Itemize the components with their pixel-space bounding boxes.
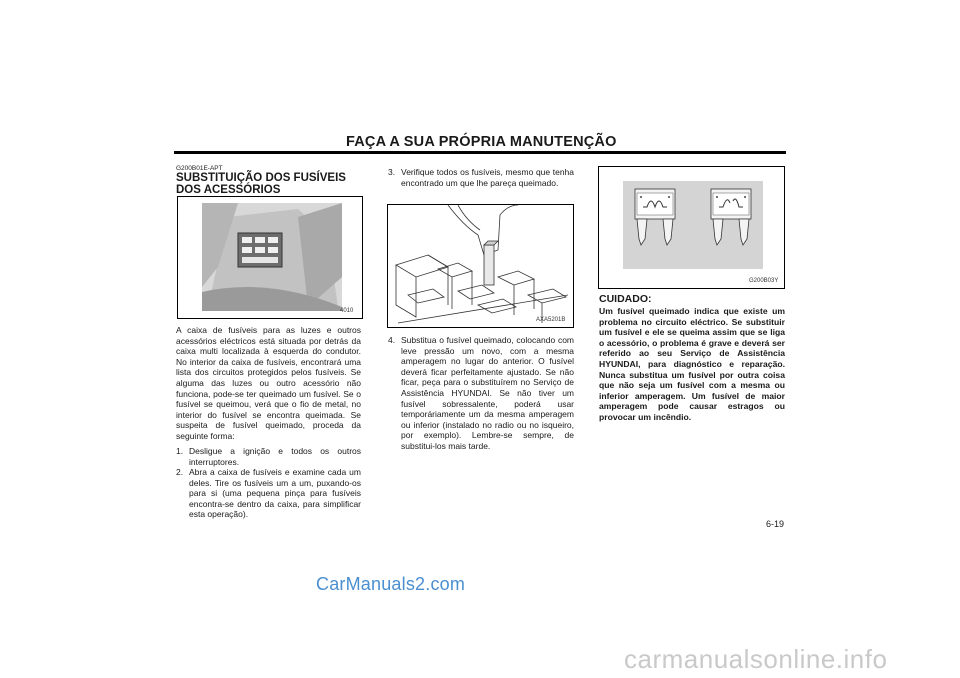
section-code: G200B01E-APT (176, 165, 223, 172)
figure-label: G200B03Y (749, 278, 779, 284)
section-heading: SUBSTITUIÇÃO DOS FUSÍVEIS DOS ACESSÓRIOS (176, 172, 346, 196)
caution-heading: CUIDADO: (599, 293, 652, 305)
step-text: Abra a caixa de fusíveis e examine cada um deles. Tire os fusíveis um a um, puxando-os para si (uma pequena pinça para fusíveis encontra-se dentro da caixa, para simplificar esta operação). (189, 467, 361, 520)
site-footer-watermark: carmanualsonline.info (624, 644, 888, 674)
page-title: FAÇA A SUA PRÓPRIA MANUTENÇÃO (346, 134, 617, 150)
header-rule (174, 151, 786, 154)
fuse-puller-figure (387, 204, 574, 328)
list-item (176, 446, 361, 467)
step-number: 1. (176, 446, 184, 456)
list-item (388, 167, 574, 188)
step-text: Substitua o fusível queimado, colocando com leve pressão um novo, com a mesma amperagem no lugar do anterior. O fusível deverá ficar perfeitamente ajustado. Se não ficar, peça para o substituírem no Serviço de Assistência HYUNDAI. Se não tiver um fusível sobressalente, poderá usar temporáriamente um da mesma amperagem ou inferior (instalado no radio ou no isqueiro, por exemplo). Lembre-se sempre, de substitui-los mais tarde. (401, 335, 574, 451)
figure-label: AXA5201B (536, 317, 566, 323)
step-text: Desligue a ignição e todos os outros interruptores. (189, 446, 361, 467)
page-number: 6-19 (766, 519, 785, 529)
step-number: 3. (388, 167, 396, 177)
list-item (388, 335, 574, 452)
step-number: 2. (176, 467, 184, 477)
fuse-box-location-figure (177, 196, 363, 319)
list-item (176, 467, 361, 520)
figure-label: 4010 (340, 308, 354, 314)
step-number: 4. (388, 335, 396, 345)
intro-paragraph: A caixa de fusíveis para as luzes e outros acessórios eléctricos está situada por detrás da caixa multi localizada à esquerda do condutor. No interior da caixa de fusíveis, encontrará uma lista dos circuitos protegidos pelos fusíveis. Se alguma das luzes ou outro acessório não funciona, pode-se ter queimado um fusível. Se o fusível se queimou, verá que o fio de metal, no interior do fusível se encontra queimada. Se suspeita de fusível queimado, proceda da seguinte forma: (176, 325, 361, 441)
fuse-comparison-figure (598, 166, 785, 289)
step-text: Verifique todos os fusíveis, mesmo que tenha encontrado um que lhe pareça queimado. (401, 167, 574, 188)
caution-text: Um fusível queimado indica que existe um problema no circuito eléctrico. Se substituir um fusível e ele se queima assim que se liga o acessório, o problema é grave e deverá ser referido ao seu Serviço de Assistência HYUNDAI, para diagnóstico e reparação. Nunca substitua um fusível por outra coisa que não seja um fusível com a mesma ou inferior amperagem. Um fusível de maior amperagem pode causar estragos ou provocar um incêndio. (599, 306, 785, 422)
watermark-link[interactable]: CarManuals2.com (316, 574, 466, 594)
